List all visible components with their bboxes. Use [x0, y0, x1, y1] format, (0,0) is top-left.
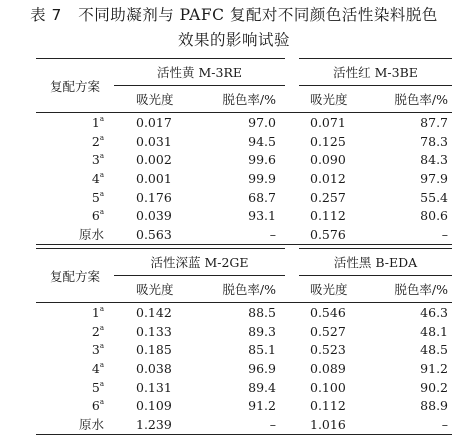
- absorbance-cell: 0.100: [310, 379, 346, 395]
- col-absorbance: 吸光度: [292, 276, 378, 303]
- footnote-marker: a: [99, 379, 104, 388]
- table-row: [36, 113, 452, 132]
- decolor-rate-cell: 89.3: [248, 323, 276, 339]
- col-absorbance: 吸光度: [292, 86, 378, 113]
- absorbance-cell: 0.576: [292, 225, 378, 244]
- absorbance-cell: 0.109: [136, 398, 172, 414]
- absorbance-cell: 0.089: [310, 360, 346, 376]
- absorbance-cell: 0.546: [310, 304, 346, 320]
- table-row: [36, 415, 452, 434]
- absorbance-cell: 0.001: [136, 170, 172, 186]
- dye-header-red: 活性红 M-3BE: [292, 59, 452, 86]
- scheme-cell: 6$^a$: [91, 398, 104, 414]
- col-decolor-rate: 脱色率/%: [378, 86, 452, 113]
- decolor-rate-cell: 87.7: [420, 114, 449, 130]
- table-number: 表 7: [30, 6, 62, 24]
- scheme-cell: 3$^a$: [91, 342, 104, 358]
- caption-line-1: 不同助凝剂与 PAFC 复配对不同颜色活性染料脱色: [78, 6, 438, 24]
- table-row: [36, 322, 452, 341]
- col-absorbance: 吸光度: [114, 276, 204, 303]
- decolor-rate-cell: 88.5: [248, 304, 276, 320]
- decolor-rate-cell: 88.9: [420, 398, 449, 414]
- absorbance-cell: 0.142: [136, 304, 172, 320]
- table-lower: [36, 248, 452, 435]
- decolor-rate-cell: 48.1: [420, 323, 449, 339]
- absorbance-cell: 1.016: [292, 415, 378, 434]
- absorbance-cell: 0.527: [310, 323, 346, 339]
- footnote-marker: a: [99, 133, 104, 142]
- decolor-rate-cell: 94.5: [248, 133, 276, 149]
- footnote-marker: a: [99, 323, 104, 332]
- absorbance-cell: 0.090: [310, 152, 346, 168]
- decolor-rate-cell: 97.0: [248, 114, 276, 130]
- table-upper: [36, 58, 452, 245]
- absorbance-cell: 0.038: [136, 360, 172, 376]
- decolor-rate-cell: 84.3: [420, 152, 449, 168]
- table-row: [36, 340, 452, 359]
- decolor-rate-cell: –: [204, 415, 292, 434]
- col-decolor-rate: 脱色率/%: [204, 86, 292, 113]
- table-row: [36, 169, 452, 188]
- footnote-marker: a: [99, 152, 104, 161]
- table-row: [36, 303, 452, 322]
- absorbance-cell: 0.131: [136, 379, 172, 395]
- table-caption: [0, 5, 468, 25]
- footnote-marker: a: [99, 342, 104, 351]
- decolor-rate-cell: 55.4: [420, 189, 449, 205]
- dye-header-yellow: 活性黄 M-3RE: [114, 59, 292, 86]
- scheme-cell: 1$^a$: [91, 114, 104, 130]
- decolor-rate-cell: 78.3: [420, 133, 449, 149]
- absorbance-cell: 0.039: [136, 208, 172, 224]
- decolor-rate-cell: 91.2: [420, 360, 449, 376]
- absorbance-cell: 0.133: [136, 323, 172, 339]
- table-row: [36, 206, 452, 225]
- absorbance-cell: 0.031: [136, 133, 172, 149]
- table-row: [36, 132, 452, 151]
- absorbance-cell: 0.125: [310, 133, 346, 149]
- decolor-rate-cell: –: [378, 225, 452, 244]
- decolor-rate-cell: 96.9: [248, 360, 276, 376]
- absorbance-cell: 0.012: [310, 170, 346, 186]
- decolor-rate-cell: 85.1: [248, 342, 276, 358]
- dye-header-deep-blue: 活性深蓝 M-2GE: [114, 249, 292, 276]
- footnote-marker: a: [99, 304, 104, 313]
- table-row: [36, 150, 452, 169]
- absorbance-cell: 0.071: [310, 114, 346, 130]
- absorbance-cell: 1.239: [114, 415, 204, 434]
- decolor-rate-cell: 80.6: [420, 208, 449, 224]
- absorbance-cell: 0.523: [310, 342, 346, 358]
- decolor-rate-cell: 48.5: [420, 342, 449, 358]
- absorbance-cell: 0.112: [310, 398, 346, 414]
- absorbance-cell: 0.185: [136, 342, 172, 358]
- caption-line-2: 效果的影响试验: [177, 31, 290, 49]
- col-decolor-rate: 脱色率/%: [378, 276, 452, 303]
- scheme-cell: 3$^a$: [91, 152, 104, 168]
- scheme-cell: 5$^a$: [91, 189, 104, 205]
- table-row: [36, 359, 452, 378]
- scheme-cell: 1$^a$: [91, 304, 104, 320]
- scheme-cell: 4$^a$: [91, 360, 104, 376]
- footnote-marker: a: [99, 170, 104, 179]
- absorbance-cell: 0.176: [136, 189, 172, 205]
- table-row: [36, 396, 452, 415]
- absorbance-cell: 0.017: [136, 114, 172, 130]
- decolor-rate-cell: 99.6: [248, 152, 276, 168]
- absorbance-cell: 0.257: [310, 189, 346, 205]
- footnote-marker: a: [99, 398, 104, 407]
- scheme-cell: 2$^a$: [91, 133, 104, 149]
- scheme-cell: 4$^a$: [91, 170, 104, 186]
- scheme-cell: 6$^a$: [91, 208, 104, 224]
- footnote-marker: a: [99, 360, 104, 369]
- decolor-rate-cell: 99.9: [248, 170, 276, 186]
- scheme-cell: 2$^a$: [91, 323, 104, 339]
- scheme-cell: 原水: [36, 415, 114, 434]
- decolor-rate-cell: 68.7: [248, 189, 276, 205]
- dye-header-black: 活性黑 B-EDA: [292, 249, 452, 276]
- decolor-rate-cell: 90.2: [420, 379, 449, 395]
- scheme-header: 复配方案: [36, 59, 114, 113]
- col-absorbance: 吸光度: [114, 86, 204, 113]
- table-row: [36, 225, 452, 244]
- col-decolor-rate: 脱色率/%: [204, 276, 292, 303]
- decolor-rate-cell: –: [378, 415, 452, 434]
- decolor-rate-cell: 97.9: [420, 170, 449, 186]
- decolor-rate-cell: 91.2: [248, 398, 276, 414]
- decolor-rate-cell: 46.3: [420, 304, 449, 320]
- decolor-rate-cell: –: [204, 225, 292, 244]
- scheme-header: 复配方案: [36, 249, 114, 303]
- absorbance-cell: 0.002: [136, 152, 172, 168]
- footnote-marker: a: [99, 189, 104, 198]
- table-row: [36, 378, 452, 397]
- scheme-cell: 5$^a$: [91, 379, 104, 395]
- footnote-marker: a: [99, 114, 104, 123]
- absorbance-cell: 0.563: [114, 225, 204, 244]
- scheme-cell: 原水: [36, 225, 114, 244]
- footnote-marker: a: [99, 208, 104, 217]
- decolor-rate-cell: 89.4: [248, 379, 276, 395]
- decolor-rate-cell: 93.1: [248, 208, 276, 224]
- absorbance-cell: 0.112: [310, 208, 346, 224]
- table-row: [36, 188, 452, 207]
